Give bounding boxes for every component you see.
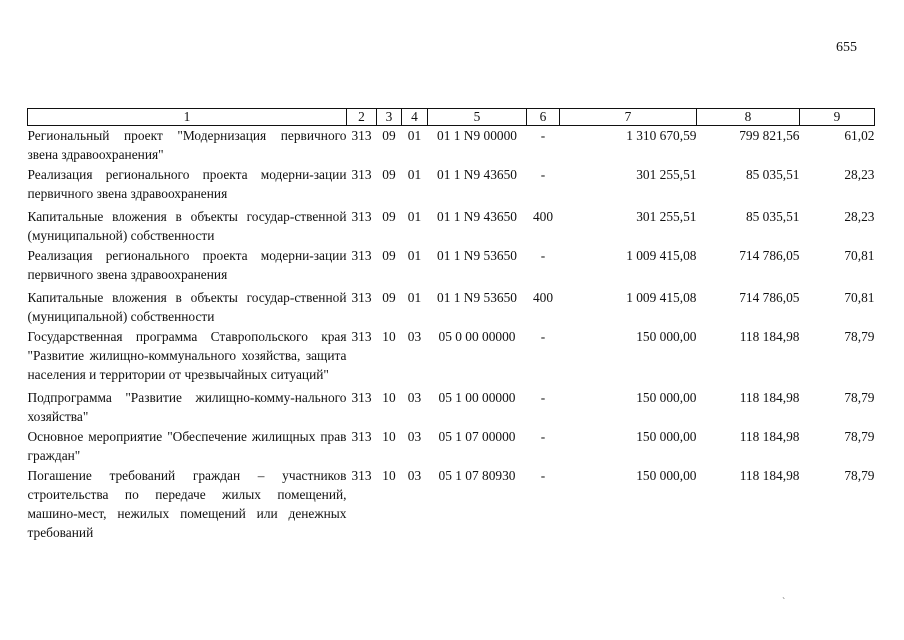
column-header: 6 bbox=[527, 109, 560, 126]
cell-section: 09 bbox=[382, 167, 396, 182]
cell-target-article: 01 1 N9 43650 bbox=[437, 167, 517, 182]
cell-subsection: 01 bbox=[407, 128, 422, 143]
row-name: Подпрограмма "Развитие жилищно-комму-нального хозяйства" bbox=[27, 390, 347, 424]
column-number-header-row bbox=[28, 109, 875, 126]
row-name: Капитальные вложения в объекты государ-ственной (муниципальной) собственности bbox=[27, 290, 347, 324]
column-header: 1 bbox=[28, 109, 347, 126]
cell-executed-amount: 118 184,98 bbox=[739, 329, 800, 344]
cell-ministry-code: 313 bbox=[351, 290, 372, 305]
cell-target-article: 05 1 00 00000 bbox=[438, 390, 516, 405]
cell-expense-type: - bbox=[540, 429, 546, 444]
cell-executed-amount: 85 035,51 bbox=[745, 167, 800, 182]
cell-target-article: 01 1 N9 43650 bbox=[437, 209, 517, 224]
cell-section: 10 bbox=[382, 329, 396, 344]
cell-target-article: 05 0 00 00000 bbox=[438, 329, 516, 344]
cell-target-article: 01 1 N9 53650 bbox=[437, 248, 517, 263]
table-row bbox=[28, 427, 875, 466]
cell-executed-amount: 118 184,98 bbox=[739, 429, 800, 444]
cell-expense-type: 400 bbox=[532, 209, 554, 224]
row-name: Погашение требований граждан – участников строительства по передаче жилых помещений, машино-мест, нежилых помещений или денежных требований bbox=[27, 468, 347, 540]
cell-expense-type: - bbox=[540, 390, 546, 405]
cell-target-article: 05 1 07 00000 bbox=[438, 429, 516, 444]
scan-speck: ˋ bbox=[782, 597, 786, 608]
budget-table bbox=[27, 108, 875, 542]
cell-executed-amount: 799 821,56 bbox=[739, 128, 800, 143]
cell-ministry-code: 313 bbox=[351, 429, 372, 444]
cell-subsection: 03 bbox=[407, 468, 422, 483]
cell-planned-amount: 150 000,00 bbox=[636, 390, 697, 405]
cell-planned-amount: 150 000,00 bbox=[636, 468, 697, 483]
row-name: Государственная программа Ставропольского края "Развитие жилищно-коммунального хозяйства, защита населения и территории от чрезвычайных ситуаций" bbox=[27, 329, 347, 382]
column-header: 2 bbox=[347, 109, 377, 126]
cell-subsection: 01 bbox=[407, 209, 422, 224]
cell-target-article: 01 1 N9 00000 bbox=[437, 128, 517, 143]
cell-planned-amount: 301 255,51 bbox=[636, 167, 697, 182]
cell-execution-percent: 78,79 bbox=[844, 329, 875, 344]
cell-ministry-code: 313 bbox=[351, 468, 372, 483]
cell-section: 10 bbox=[382, 468, 396, 483]
table-row bbox=[28, 466, 875, 542]
cell-executed-amount: 85 035,51 bbox=[745, 209, 800, 224]
table-row bbox=[28, 165, 875, 207]
page-number: 655 bbox=[836, 40, 857, 55]
cell-subsection: 01 bbox=[407, 290, 422, 305]
table-row bbox=[28, 327, 875, 388]
cell-section: 10 bbox=[382, 390, 396, 405]
cell-subsection: 01 bbox=[407, 248, 422, 263]
cell-section: 09 bbox=[382, 248, 396, 263]
table-row bbox=[28, 246, 875, 288]
column-header: 7 bbox=[560, 109, 697, 126]
cell-planned-amount: 1 009 415,08 bbox=[626, 248, 697, 263]
cell-target-article: 05 1 07 80930 bbox=[438, 468, 516, 483]
cell-ministry-code: 313 bbox=[351, 128, 372, 143]
cell-subsection: 01 bbox=[407, 167, 422, 182]
row-name: Основное мероприятие "Обеспечение жилищных прав граждан" bbox=[27, 429, 347, 463]
cell-execution-percent: 70,81 bbox=[844, 248, 875, 263]
row-name: Капитальные вложения в объекты государ-ственной (муниципальной) собственности bbox=[27, 209, 347, 243]
cell-section: 09 bbox=[382, 290, 396, 305]
cell-expense-type: - bbox=[540, 248, 546, 263]
column-header: 4 bbox=[402, 109, 428, 126]
cell-planned-amount: 1 310 670,59 bbox=[626, 128, 697, 143]
row-name: Реализация регионального проекта модерни-зации первичного звена здравоохранения bbox=[27, 167, 347, 201]
cell-expense-type: - bbox=[540, 468, 546, 483]
cell-execution-percent: 28,23 bbox=[844, 167, 875, 182]
cell-executed-amount: 714 786,05 bbox=[739, 248, 800, 263]
cell-executed-amount: 118 184,98 bbox=[739, 468, 800, 483]
cell-subsection: 03 bbox=[407, 329, 422, 344]
cell-ministry-code: 313 bbox=[351, 167, 372, 182]
cell-execution-percent: 78,79 bbox=[844, 429, 875, 444]
cell-ministry-code: 313 bbox=[351, 209, 372, 224]
cell-expense-type: - bbox=[540, 329, 546, 344]
cell-planned-amount: 150 000,00 bbox=[636, 329, 697, 344]
column-header: 3 bbox=[377, 109, 402, 126]
column-header: 8 bbox=[697, 109, 800, 126]
cell-execution-percent: 70,81 bbox=[844, 290, 875, 305]
cell-ministry-code: 313 bbox=[351, 329, 372, 344]
table-row bbox=[28, 388, 875, 427]
cell-planned-amount: 1 009 415,08 bbox=[626, 290, 697, 305]
cell-subsection: 03 bbox=[407, 390, 422, 405]
cell-subsection: 03 bbox=[407, 429, 422, 444]
cell-planned-amount: 301 255,51 bbox=[636, 209, 697, 224]
table-row bbox=[28, 126, 875, 166]
column-header: 5 bbox=[428, 109, 527, 126]
cell-expense-type: - bbox=[540, 167, 546, 182]
column-header: 9 bbox=[800, 109, 875, 126]
table-row bbox=[28, 207, 875, 246]
cell-execution-percent: 78,79 bbox=[844, 468, 875, 483]
cell-planned-amount: 150 000,00 bbox=[636, 429, 697, 444]
cell-section: 09 bbox=[382, 209, 396, 224]
cell-executed-amount: 118 184,98 bbox=[739, 390, 800, 405]
cell-expense-type: 400 bbox=[532, 290, 554, 305]
cell-execution-percent: 78,79 bbox=[844, 390, 875, 405]
cell-execution-percent: 28,23 bbox=[844, 209, 875, 224]
row-name: Региональный проект "Модернизация первичного звена здравоохранения" bbox=[27, 128, 347, 162]
table-row bbox=[28, 288, 875, 327]
row-name: Реализация регионального проекта модерни-зации первичного звена здравоохранения bbox=[27, 248, 347, 282]
cell-execution-percent: 61,02 bbox=[844, 128, 875, 143]
cell-expense-type: - bbox=[540, 128, 546, 143]
cell-executed-amount: 714 786,05 bbox=[739, 290, 800, 305]
cell-ministry-code: 313 bbox=[351, 390, 372, 405]
cell-target-article: 01 1 N9 53650 bbox=[437, 290, 517, 305]
cell-ministry-code: 313 bbox=[351, 248, 372, 263]
cell-section: 09 bbox=[382, 128, 396, 143]
cell-section: 10 bbox=[382, 429, 396, 444]
